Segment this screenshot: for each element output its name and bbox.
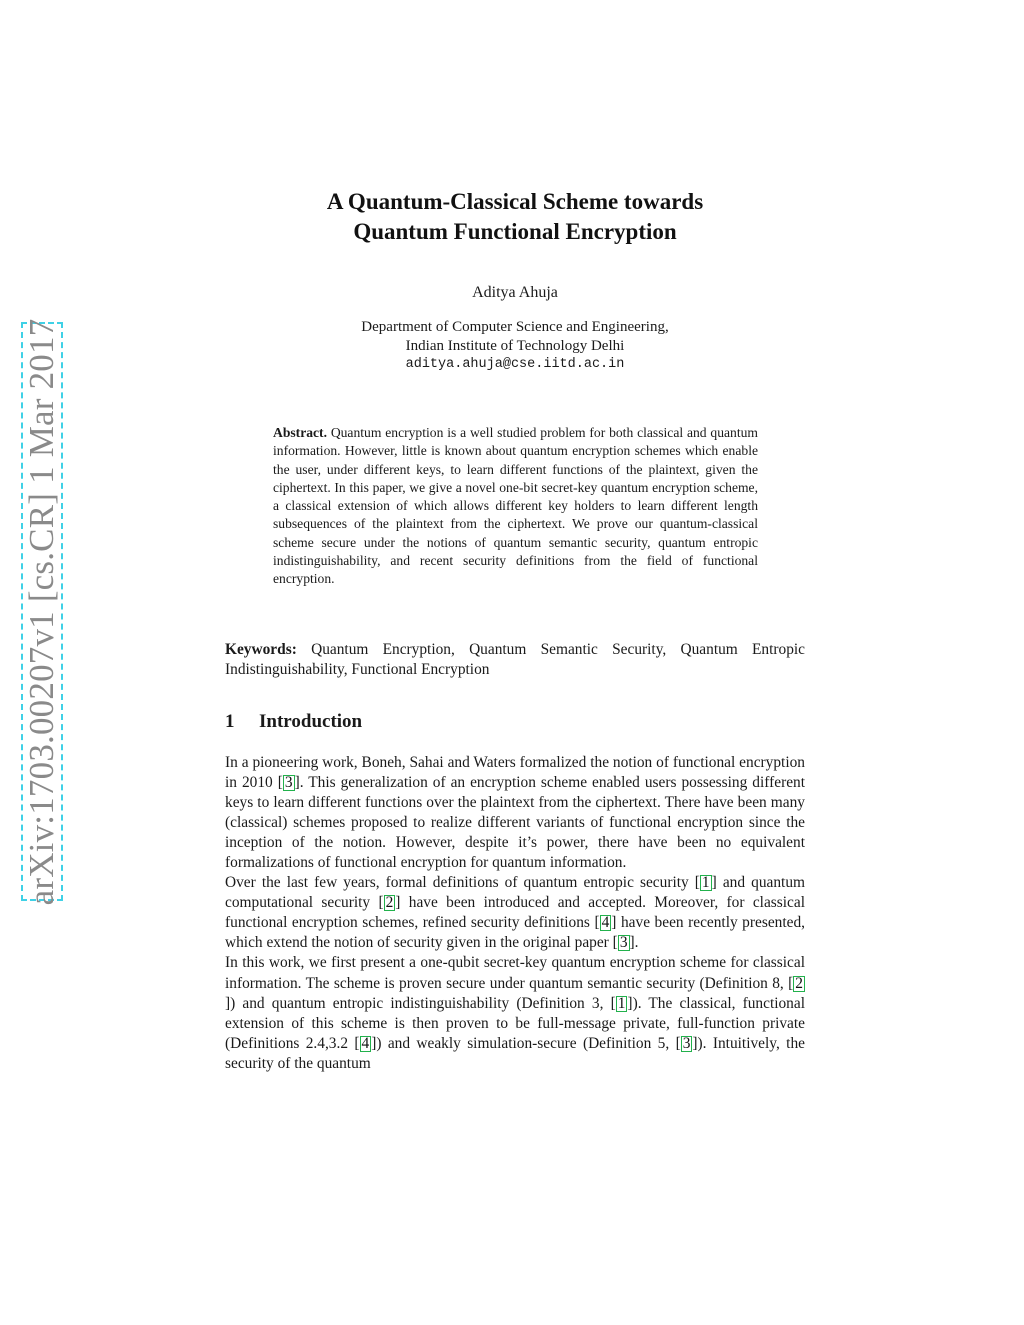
arxiv-identifier-stamp[interactable] (21, 318, 63, 905)
paragraph-2-text-d: have been recently presented, which extend the notion of security given in the original paper (225, 914, 806, 952)
paragraph-3-text-c: ). The classical, functional extension of this scheme is then proven to be full-message private, full-function private (Definitions 2.4,3.2 (225, 994, 805, 1052)
paper-title-line-1: A Quantum-Classical Scheme towards (326, 189, 704, 214)
paragraph-3-text-a: In this work, we first present a one-qubit secret-key quantum encryption scheme for classical information. The scheme is proven secure under quantum semantic security (Definition 8, (225, 954, 805, 992)
author-name: Aditya Ahuja (472, 284, 558, 301)
section-title: Introduction (259, 711, 363, 732)
abstract-text: Quantum encryption is a well studied problem for both classical and quantum information. However, little is known about quantum encryption schemes which enable the user, under different keys, to learn different functions of the plaintext, given the ciphertext. In this paper, we give a novel one-bit secret-key quantum encryption scheme, a classical extension of which allows different key holders to learn different length subsequences of the plaintext from the ciphertext. We prove our quantum-classical scheme secure under the notions of quantum semantic security, quantum entropic indistinguishability, and recent security definitions from the field of functional encryption. (273, 425, 758, 587)
keywords-label: Keywords: (225, 641, 297, 658)
citation-link[interactable]: [ 1 ] (610, 994, 633, 1012)
citation-number[interactable]: 2 (795, 974, 803, 992)
citation-number[interactable]: 2 (385, 894, 394, 912)
section-heading-introduction (225, 711, 805, 733)
citation-link[interactable]: [ 2 ] (378, 894, 401, 912)
citation-number[interactable]: 4 (601, 914, 610, 932)
keywords (225, 640, 805, 680)
citation-link[interactable]: [ 3 ] (612, 934, 635, 952)
abstract (273, 424, 758, 589)
citation-number[interactable]: 4 (361, 1034, 370, 1052)
keywords-text: Quantum Encryption, Quantum Semantic Security, Quantum Entropic Indistinguishability, Functional Encryption (225, 641, 805, 678)
citation-number[interactable]: 1 (617, 994, 626, 1012)
citation-link[interactable]: [ 2] (225, 974, 803, 1012)
paragraph-1-text-a: In a pioneering work, Boneh, Sahai and Waters formalized the notion of functional encryption in 2010 (225, 754, 805, 792)
paragraph-2-text-e: . (634, 934, 639, 952)
paragraph-2-text-a: Over the last few years, formal definitions of quantum entropic security (225, 874, 689, 892)
paragraph-3 (225, 953, 805, 1073)
paragraph-2 (225, 873, 805, 953)
citation-link[interactable]: [ 4 ] (594, 914, 617, 932)
paragraph-3-text-b: ) and quantum entropic indistinguishability (Definition 3, (230, 994, 604, 1012)
author-email[interactable]: aditya.ahuja@cse.iitd.ac.in (405, 357, 625, 372)
paper-title-line-2: Quantum Functional Encryption (353, 219, 677, 244)
abstract-label: Abstract. (273, 425, 327, 440)
citation-link[interactable]: [ 3 ] (277, 774, 300, 792)
section-number: 1 (225, 711, 235, 732)
citation-link[interactable]: [ 4 ] (354, 1034, 377, 1052)
paragraph-3-text-e: ). Intuitively, the security of the quantum (225, 1034, 805, 1072)
paragraph-2-text-b: and quantum computational security (225, 874, 805, 912)
paragraph-3-text-d: ) and weakly simulation-secure (Definition 5, (376, 1034, 670, 1052)
citation-number[interactable]: 3 (284, 774, 293, 792)
body-text (225, 753, 805, 1074)
author-affiliation-department: Department of Computer Science and Engineering, (361, 319, 669, 335)
paragraph-2-text-c: have been introduced and accepted. Moreover, for classical functional encryption schemes, refined security definitions (225, 894, 805, 932)
author-affiliation-institute: Indian Institute of Technology Delhi (405, 338, 625, 354)
paragraph-1 (225, 753, 805, 873)
arxiv-stamp-text: arXiv:1703.00207v1 [cs.CR] 1 Mar 2017 (22, 318, 61, 905)
citation-number[interactable]: 3 (619, 934, 628, 952)
citation-number[interactable]: 3 (682, 1034, 691, 1052)
paragraph-1-text-b: . This generalization of an encryption scheme enabled users possessing different keys to learn different functions over the plaintext from the ciphertext. There have been many (classical) schemes proposed to realize different variants of functional encryption since the inception of the notion. However, despite it’s power, there have been no equivalent formalizations of functional encryption for quantum information. (225, 774, 805, 872)
citation-link[interactable]: [ 3 ] (675, 1034, 698, 1052)
citation-number[interactable]: 1 (701, 874, 710, 892)
citation-link[interactable]: [ 1 ] (694, 874, 717, 892)
